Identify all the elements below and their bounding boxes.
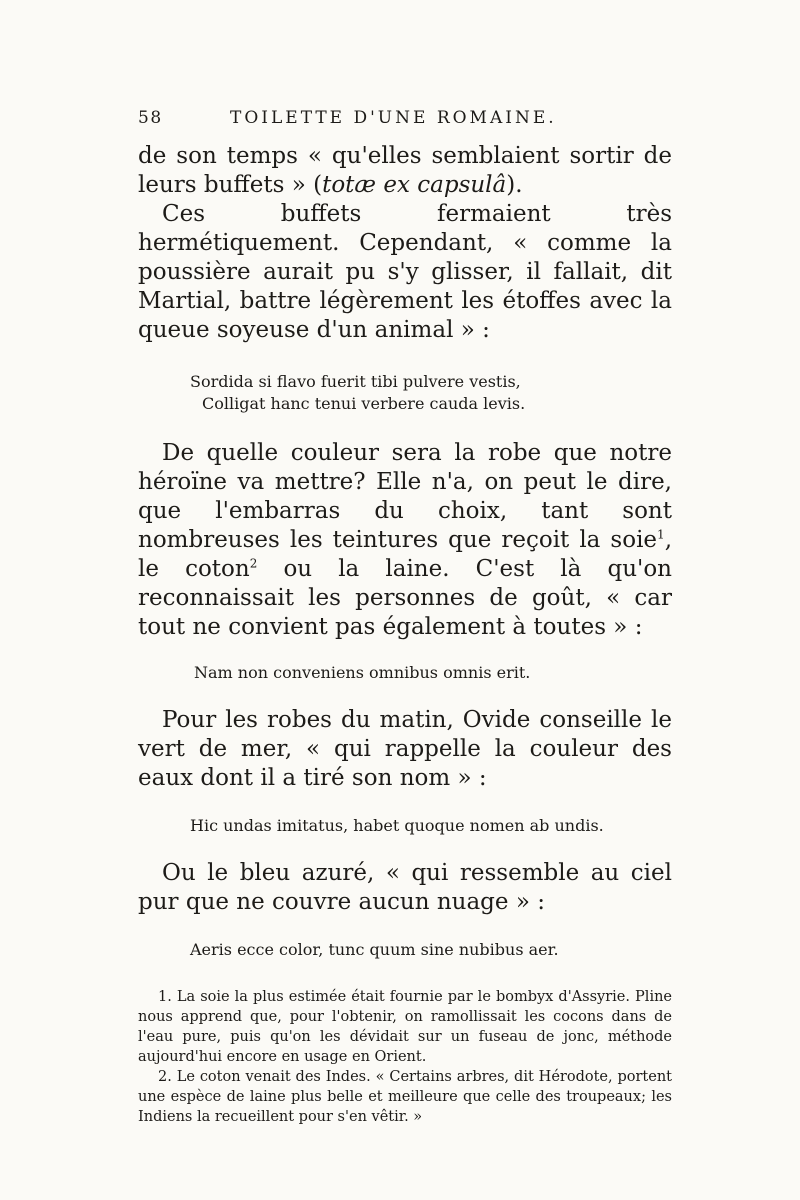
book-page: [138, 108, 672, 1127]
paragraph-1-text: de son temps « qu'elles semblaient sortir de leurs buffets » (: [138, 143, 672, 198]
footnote-2: 2. Le coton venait des Indes. « Certains arbres, dit Hérodote, portent une espèce de laine plus belle et meilleure que celle des troupeaux; les Indiens la recueillent pour s'en vêtir. »: [138, 1069, 672, 1125]
running-header: [138, 108, 672, 138]
paragraph-5: Ou le bleu azuré, « qui ressemble au ciel pur que ne couvre aucun nuage » :: [138, 860, 672, 915]
running-title: TOILETTE D'UNE ROMAINE.: [230, 108, 557, 128]
verse-quote-1: [190, 371, 672, 415]
paragraph-1: [138, 142, 672, 200]
paragraph-3-text: ou la laine. C'est là qu'on reconnaissait les personnes de goût, « car tout ne convient pas également à toutes » :: [138, 556, 672, 640]
paragraph-1-end: ).: [506, 172, 523, 198]
page-number: 58: [138, 108, 163, 128]
footnote-ref-1: 1: [657, 527, 665, 542]
verse-line: Sordida si flavo fuerit tibi pulvere vestis,: [190, 372, 521, 391]
paragraph-3-text: De quelle couleur sera la robe que notre héroïne va mettre? Elle n'a, on peut le dire, que l'embarras du choix, tant sont nombreuses les teintures que reçoit la soie: [138, 440, 672, 553]
verse-quote-2: Nam non conveniens omnibus omnis erit.: [194, 663, 531, 682]
paragraph-3-text: , le coton: [138, 527, 672, 582]
footnote-1: 1. La soie la plus estimée était fournie par le bombyx d'Assyrie. Pline nous apprend que, pour l'obtenir, on ramollissait les cocons dans de l'eau pure, puis qu'on les dévidait sur un fuseau de jonc, méthode aujourd'hui encore en usage en Orient.: [138, 989, 672, 1065]
verse-line: Colligat hanc tenui verbere cauda levis.: [202, 394, 526, 413]
verse-quote-4: Aeris ecce color, tunc quum sine nubibus aer.: [190, 940, 559, 959]
verse-quote-3: Hic undas imitatus, habet quoque nomen ab undis.: [190, 816, 604, 835]
footnote-ref-2: 2: [249, 556, 258, 571]
latin-phrase: totæ ex capsulâ: [322, 172, 507, 198]
paragraph-3: [138, 439, 672, 642]
paragraph-4: Pour les robes du matin, Ovide conseille le vert de mer, « qui rappelle la couleur des eaux dont il a tiré son nom » :: [138, 707, 672, 791]
paragraph-2: Ces buffets fermaient très hermétiquement. Cependant, « comme la poussière aurait pu s'y glisser, il fallait, dit Martial, battre légèrement les étoffes avec la queue soyeuse d'un animal » :: [138, 201, 672, 343]
footnotes: [138, 987, 672, 1127]
